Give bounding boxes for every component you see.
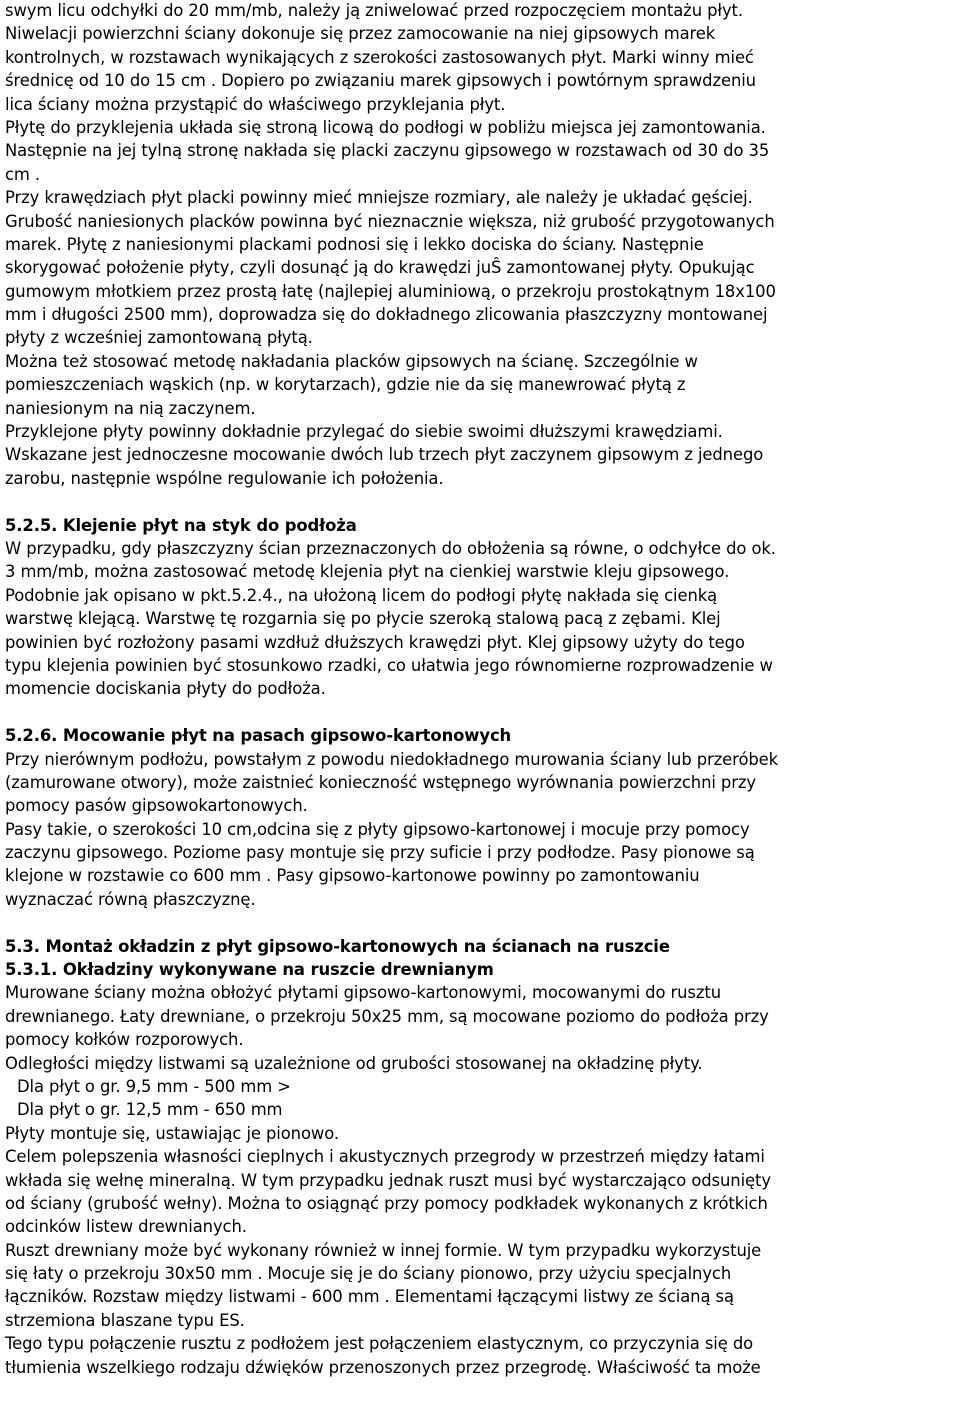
- text-line: Tego typu połączenie rusztu z podłożem jest połączeniem elastycznym, co przyczynia się do: [5, 1334, 754, 1354]
- text-line: pomocy pasów gipsowokartonowych.: [5, 796, 308, 816]
- indented-line: Dla płyt o gr. 12,5 mm - 650 mm: [17, 1100, 283, 1120]
- text-line: się łaty o przekroju 30x50 mm . Mocuje się je do ściany pionowo, przy użyciu specjalnych: [5, 1264, 732, 1284]
- text-line: Grubość naniesionych placków powinna być nieznacznie większa, niż grubość przygotowanych: [5, 211, 775, 231]
- text-line: mm i długości 2500 mm), doprowadza się do dokładnego zlicowania płaszczyzny montowanej: [5, 305, 768, 325]
- text-line: strzemiona blaszane typu ES.: [5, 1310, 245, 1330]
- text-line: drewnianego. Łaty drewniane, o przekroju 50x25 mm, są mocowane poziomo do podłoża przy: [5, 1006, 769, 1026]
- section-5-2-6: [5, 724, 957, 911]
- text-line: Podobnie jak opisano w pkt.5.2.4., na ułożoną licem do podłogi płytę nakłada się cienką: [5, 585, 718, 605]
- text-line: płyty z wcześniej zamontowaną płytą.: [5, 328, 313, 348]
- spacer: [5, 490, 957, 513]
- text-line: pomieszczeniach wąskich (np. w korytarzach), gdzie nie da się manewrować płytą z: [5, 375, 686, 395]
- section-heading: 5.3. Montaż okładzin z płyt gipsowo-kartonowych na ścianach na ruszcie: [5, 936, 670, 956]
- text-line: Wskazane jest jednoczesne mocowanie dwóch lub trzech płyt zaczynem gipsowym z jednego: [5, 445, 764, 465]
- text-line: pomocy kołków rozporowych.: [5, 1030, 244, 1050]
- spacer: [5, 701, 957, 724]
- text-line: Niwelacji powierzchni ściany dokonuje się przez zamocowanie na niej gipsowych marek: [5, 24, 716, 44]
- text-line: Płytę do przyklejenia układa się stroną licową do podłogi w pobliżu miejsca jej zamontowania.: [5, 117, 766, 137]
- spacer: [5, 911, 957, 934]
- section-heading: 5.2.5. Klejenie płyt na styk do podłoża: [5, 515, 357, 535]
- text-line: warstwę klejącą. Warstwę tę rozgarnia się po płycie szeroką stalową pacą z zębami. Klej: [5, 609, 721, 629]
- text-line: naniesionym na nią zaczynem.: [5, 398, 256, 418]
- text-line: tłumienia wszelkiego rodzaju dźwięków przenoszonych przez przegrodę. Właściwość ta może: [5, 1357, 761, 1377]
- text-line: Przyklejone płyty powinny dokładnie przylegać do siebie swoimi dłuższymi krawędziami.: [5, 422, 723, 442]
- text-line: (zamurowane otwory), może zaistnieć konieczność wstępnego wyrównania powierzchni przy: [5, 772, 756, 792]
- text-line: lica ściany można przystąpić do właściwego przyklejania płyt.: [5, 94, 506, 114]
- paragraph-block-intro: [5, 0, 957, 490]
- text-line: Płyty montuje się, ustawiając je pionowo.: [5, 1123, 339, 1143]
- text-line: gumowym młotkiem przez prostą łatę (najlepiej aluminiową, o przekroju prostokątnym 18x100: [5, 281, 776, 301]
- text-line: Pasy takie, o szerokości 10 cm,odcina się z płyty gipsowo-kartonowej i mocuje przy pomocy: [5, 819, 750, 839]
- text-line: odcinków listew drewnianych.: [5, 1217, 247, 1237]
- text-line: klejone w rozstawie co 600 mm . Pasy gipsowo-kartonowe powinny po zamontowaniu: [5, 866, 700, 886]
- text-line: swym licu odchyłki do 20 mm/mb, należy ją zniwelować przed rozpoczęciem montażu płyt.: [5, 1, 743, 20]
- text-line: średnicę od 10 do 15 cm . Dopiero po związaniu marek gipsowych i powtórnym sprawdzeniu: [5, 71, 756, 91]
- text-line: od ściany (grubość wełny). Można to osiągnąć przy pomocy podkładek wykonanych z krótkich: [5, 1193, 768, 1213]
- text-line: marek. Płytę z naniesionymi plackami podnosi się i lekko dociska do ściany. Następnie: [5, 234, 704, 254]
- text-line: momencie dociskania płyty do podłoża.: [5, 679, 326, 699]
- text-line: Celem polepszenia własności cieplnych i akustycznych przegrody w przestrzeń między łatami: [5, 1147, 765, 1167]
- section-5-3: [5, 935, 957, 1379]
- document-page: [5, 0, 957, 1379]
- text-line: Ruszt drewniany może być wykonany również w innej formie. W tym przypadku wykorzystuje: [5, 1240, 762, 1260]
- text-line: Następnie na jej tylną stronę nakłada się placki zaczynu gipsowego w rozstawach od 30 do 35: [5, 141, 770, 161]
- text-line: W przypadku, gdy płaszczyzny ścian przeznaczonych do obłożenia są równe, o odchyłce do ok.: [5, 538, 776, 558]
- text-line: zaczynu gipsowego. Poziome pasy montuje się przy suficie i przy podłodze. Pasy pionowe są: [5, 843, 755, 863]
- section-5-2-5: [5, 514, 957, 701]
- subsection-heading: 5.3.1. Okładziny wykonywane na ruszcie drewnianym: [5, 960, 494, 980]
- text-line: typu klejenia powinien być stosunkowo rzadki, co ułatwia jego równomierne rozprowadzenie w: [5, 655, 773, 675]
- text-line: Przy nierównym podłożu, powstałym z powodu niedokładnego murowania ściany lub przeróbek: [5, 749, 779, 769]
- text-line: skorygować położenie płyty, czyli dosunąć ją do krawędzi juŜ zamontowanej płyty. Opukując: [5, 258, 755, 278]
- text-line: powinien być rozłożony pasami wzdłuż dłuższych krawędzi płyt. Klej gipsowy użyty do tego: [5, 632, 745, 652]
- text-line: cm .: [5, 164, 40, 184]
- text-line: Przy krawędziach płyt placki powinny mieć mniejsze rozmiary, ale należy je układać gęściej.: [5, 188, 753, 208]
- indented-line: Dla płyt o gr. 9,5 mm - 500 mm >: [17, 1076, 291, 1096]
- text-line: Odległości między listwami są uzależnione od grubości stosowanej na okładzinę płyty.: [5, 1053, 703, 1073]
- text-line: zarobu, następnie wspólne regulowanie ich położenia.: [5, 468, 444, 488]
- text-line: Można też stosować metodę nakładania placków gipsowych na ścianę. Szczególnie w: [5, 351, 698, 371]
- text-line: łączników. Rozstaw między listwami - 600 mm . Elementami łączącymi listwy ze ścianą są: [5, 1287, 734, 1307]
- text-line: Murowane ściany można obłożyć płytami gipsowo-kartonowymi, mocowanymi do rusztu: [5, 983, 721, 1003]
- text-line: 3 mm/mb, można zastosować metodę klejenia płyt na cienkiej warstwie kleju gipsowego.: [5, 562, 730, 582]
- section-heading: 5.2.6. Mocowanie płyt na pasach gipsowo-kartonowych: [5, 726, 512, 746]
- text-line: wkłada się wełnę mineralną. W tym przypadku jednak ruszt musi być wystarczająco odsunięty: [5, 1170, 771, 1190]
- text-line: kontrolnych, w rozstawach wynikających z szerokości zastosowanych płyt. Marki winny mieć: [5, 47, 754, 67]
- text-line: wyznaczać równą płaszczyznę.: [5, 889, 256, 909]
